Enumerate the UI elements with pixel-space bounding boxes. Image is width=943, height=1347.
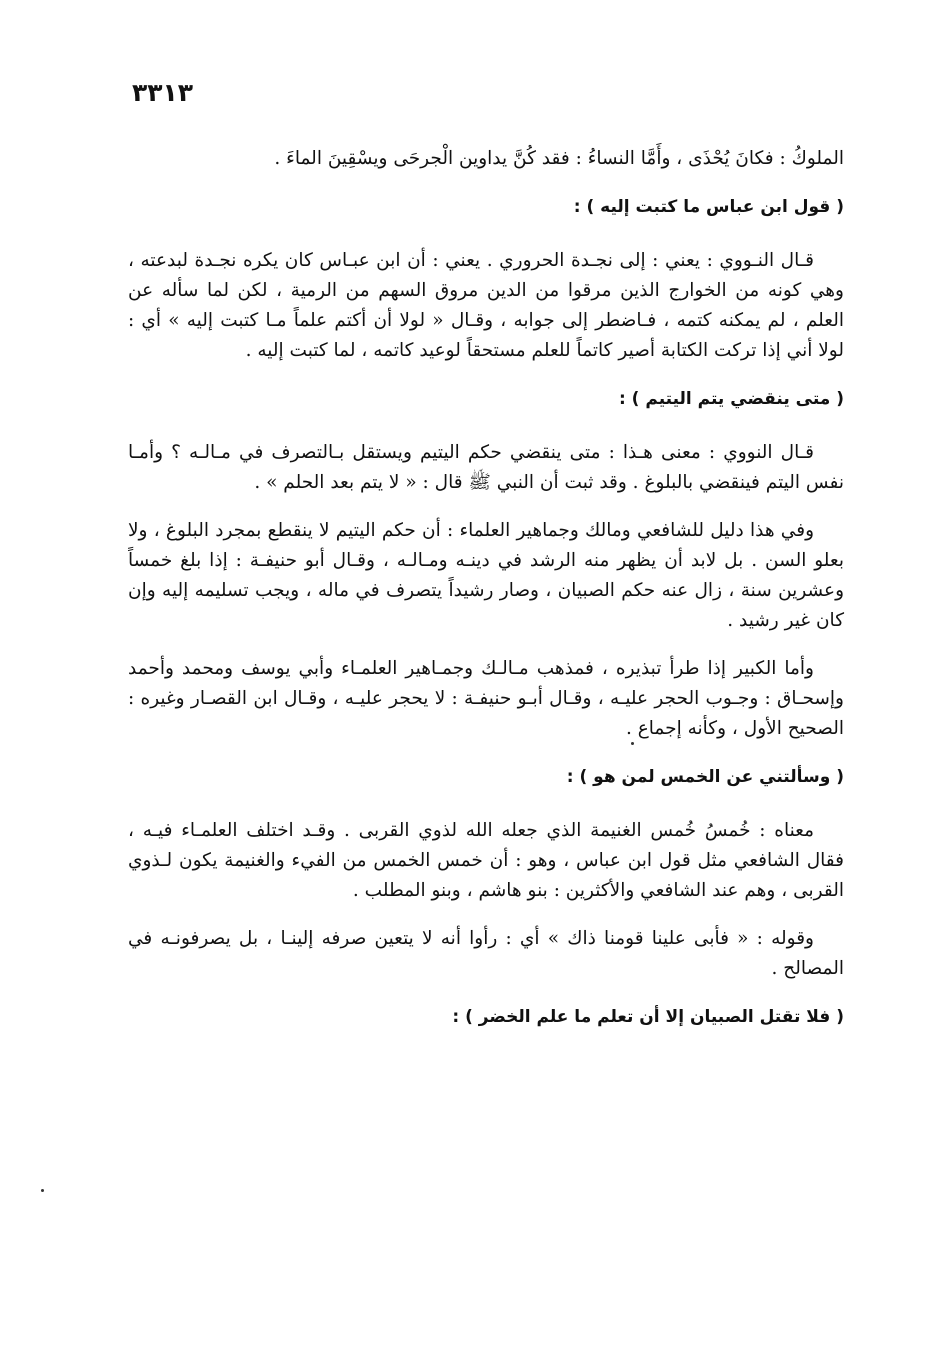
body-text <box>128 144 844 1032</box>
paragraph: قـال النـووي : يعني : إلى نجـدة الحروري . يعني : أن ابن عبـاس كان يكره نجـدة لبدعته ، وهي كونه من الخوارج الذين مرقوا من الدين مروق السهم من الرمية ، لكن لما سأله عن العلم ، لم يمكنه كتمه ، فـاضطر إلى جوابه ، وقـال « لولا أن أكتم علماً مـا كتبت إليه » أي : لولا أني إذا تركت الكتابة أصير كاتماً للعلم مستحقاً لوعيد كاتمه ، لما كتبت إليه . <box>128 250 844 361</box>
paragraph: الملوكُ : فكانَ يُحْذَى ، وأَمَّا النساءُ : فقد كُنَّ يداوين الْجرحَى ويسْقِينَ الماءَ . <box>274 148 844 169</box>
page-number: ٣٣١٣ <box>132 78 194 107</box>
section-heading: ( قول ابن عباس ما كتبت إليه ) : <box>573 197 844 217</box>
paragraph: قـال النووي : معنى هـذا : متى ينقضي حكم اليتيم ويستقل بـالتصرف في مـالـه ؟ وأمـا نفس اليتم فينقضي بالبلوغ . وقد ثبت أن النبي ﷺ قال : « لا يتم بعد الحلم » . <box>128 442 844 493</box>
section-heading: ( وسألتني عن الخمس لمن هو ) : <box>566 767 844 787</box>
section-heading: ( فلا تقتل الصبيان إلا أن تعلم ما علم الخضر ) : <box>452 1007 844 1027</box>
paragraph: وقوله : « فأبى علينا قومنا ذاك » أي : رأوا أنه لا يتعين صرفه إلينـا ، بل يصرفونـه في المصالح . <box>128 928 844 979</box>
paragraph: معناه : خُمسُ خُمس الغنيمة الذي جعله الله لذوي القربى . وقـد اختلف العلمـاء فيـه ، فقال الشافعي مثل قول ابن عباس ، وهو : أن خمس الخمس من الفيء والغنيمة يكون لـذوي القربى ، وهم عند الشافعي والأكثرين : بنو هاشم ، وبنو المطلب . <box>128 820 844 901</box>
section-heading: ( متى ينقضي يتم اليتيم ) : <box>618 389 844 409</box>
scan-speck <box>631 742 634 745</box>
paragraph: وأما الكبير إذا طرأ تبذيره ، فمذهب مـالـك وجمـاهير العلمـاء وأبي يوسف ومحمد وأحمد وإسحـاق : وجـوب الحجر عليـه ، وقـال أبـو حنيفـة : لا يحجر عليـه ، وقـال ابن القصـار وغيره : الصحيح الأول ، وكأنه إجماع . <box>128 658 844 739</box>
paragraph: وفي هذا دليل للشافعي ومالك وجماهير العلماء : أن حكم اليتيم لا ينقطع بمجرد البلوغ ، ولا بعلو السن . بل لابد أن يظهر منه الرشد في دينـه ومـالـه ، وقـال أبو حنيفـة : إذا بلغ خمساً وعشرين سنة ، زال عنه حكم الصبيان ، وصار رشيداً يتصرف في ماله ، ويجب تسليمه إليه وإن كان غير رشيد . <box>128 520 844 631</box>
scan-speck <box>41 1189 44 1192</box>
